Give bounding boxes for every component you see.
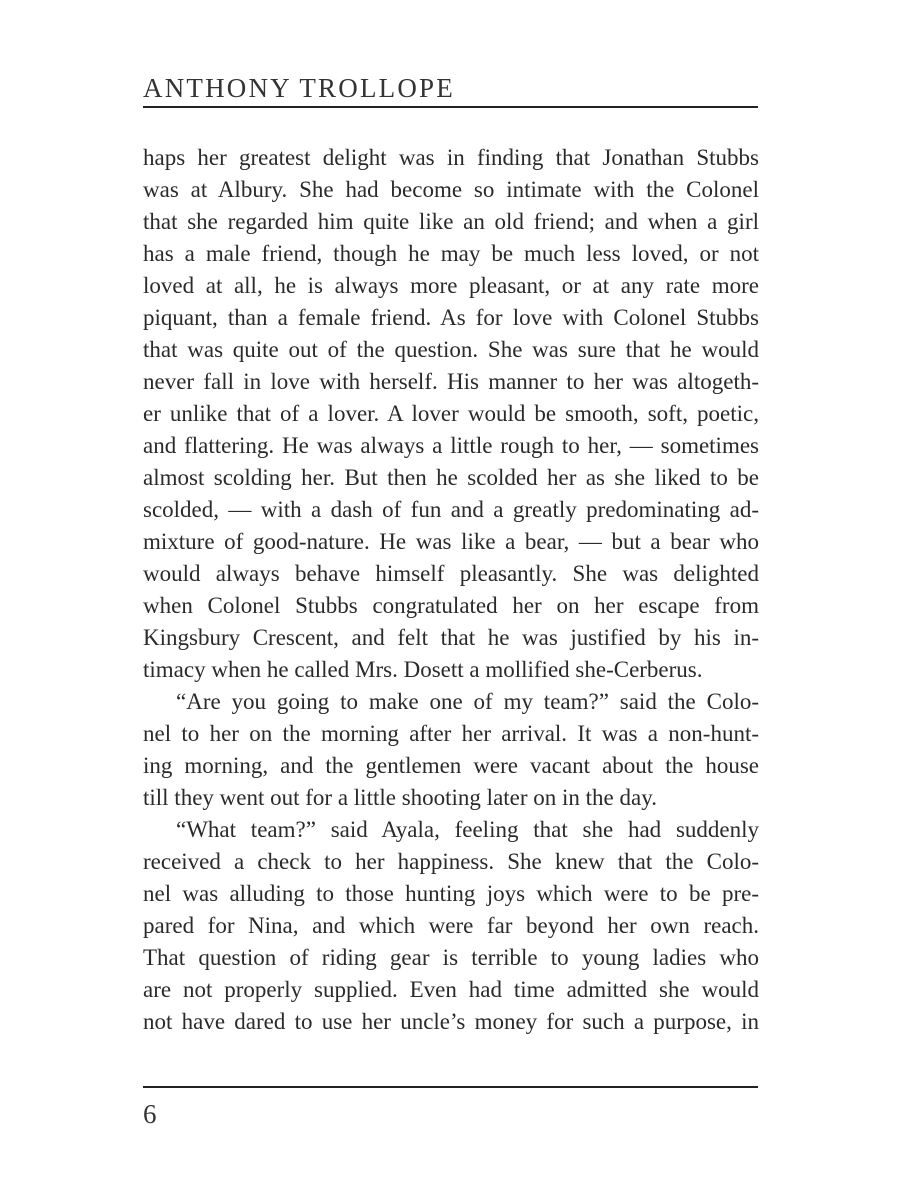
- body-text: [143, 142, 759, 1038]
- text-line: nel was alluding to those hunting joys which were to be pre-: [143, 881, 759, 906]
- page-number: 6: [143, 1099, 157, 1129]
- text-line: Kingsbury Crescent, and felt that he was justified by his in-: [143, 625, 759, 650]
- text-line: haps her greatest delight was in finding that Jonathan Stubbs: [143, 145, 759, 170]
- text-line: was at Albury. She had become so intimate with the Colonel: [143, 177, 759, 202]
- footer-rule: [143, 1086, 758, 1088]
- text-line: timacy when he called Mrs. Dosett a mollified she-Cerberus.: [143, 657, 703, 682]
- header-rule: [143, 106, 758, 108]
- text-line: ing morning, and the gentlemen were vacant about the house: [143, 753, 759, 778]
- text-line: mixture of good-nature. He was like a bear, — but a bear who: [143, 529, 759, 554]
- text-line: er unlike that of a lover. A lover would be smooth, soft, poetic,: [143, 401, 759, 426]
- text-line: piquant, than a female friend. As for love with Colonel Stubbs: [143, 305, 759, 330]
- text-line: loved at all, he is always more pleasant, or at any rate more: [143, 273, 759, 298]
- text-line: and flattering. He was always a little rough to her, — sometimes: [143, 433, 759, 458]
- text-line: “Are you going to make one of my team?” said the Colo-: [176, 689, 759, 714]
- text-line: nel to her on the morning after her arrival. It was a non-hunt-: [143, 721, 759, 746]
- text-line: “What team?” said Ayala, feeling that she had suddenly: [176, 817, 759, 842]
- text-line: That question of riding gear is terrible to young ladies who: [143, 945, 759, 970]
- text-line: pared for Nina, and which were far beyond her own reach.: [143, 913, 759, 938]
- text-line: received a check to her happiness. She knew that the Colo-: [143, 849, 759, 874]
- text-line: when Colonel Stubbs congratulated her on her escape from: [143, 593, 759, 618]
- text-line: till they went out for a little shooting later on in the day.: [143, 785, 657, 810]
- text-line: that she regarded him quite like an old friend; and when a girl: [143, 209, 759, 234]
- text-line: are not properly supplied. Even had time admitted she would: [143, 977, 759, 1002]
- text-line: would always behave himself pleasantly. She was delighted: [143, 561, 759, 586]
- text-line: never fall in love with herself. His manner to her was altogeth-: [143, 369, 759, 394]
- text-line: scolded, — with a dash of fun and a greatly predominating ad-: [143, 497, 759, 522]
- running-head: ANTHONY TROLLOPE: [143, 73, 455, 103]
- text-line: has a male friend, though he may be much less loved, or not: [143, 241, 759, 266]
- text-line: that was quite out of the question. She was sure that he would: [143, 337, 759, 362]
- text-line: almost scolding her. But then he scolded her as she liked to be: [143, 465, 759, 490]
- text-line: not have dared to use her uncle’s money for such a purpose, in: [143, 1009, 759, 1034]
